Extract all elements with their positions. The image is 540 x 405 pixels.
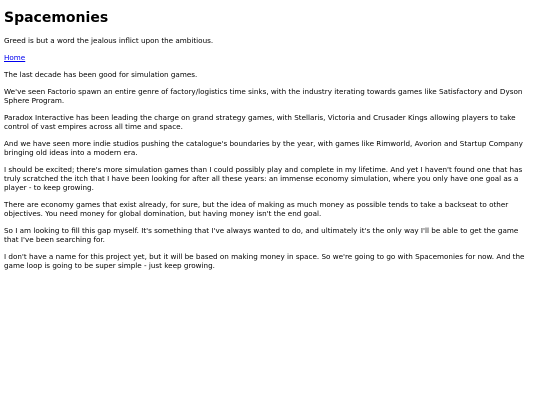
body-paragraph-2: We've seen Factorio spawn an entire genre of factory/logistics time sinks, with the industry iterating towards games like Satisfactory and Dyson Sphere Program. [4,87,523,105]
body-paragraph-5: I should be excited; there's more simulation games than I could possibly play and complete in my lifetime. And yet I haven't found one that has truly scratched the itch that I have been looking for after all these years: an immense economy simulation, where you only have one goal as a player - to keep growing. [4,165,523,192]
body-paragraph-8: I don't have a name for this project yet, but it will be based on making money in space. So we're going to go with Spacemonies for now. And the game loop is going to be super simple - just keep growing. [4,252,525,270]
home-link[interactable]: Home [4,53,26,62]
body-paragraph-1: The last decade has been good for simulation games. [4,70,198,79]
tagline: Greed is but a word the jealous inflict upon the ambitious. [4,36,214,45]
nav-paragraph [4,53,535,62]
body-paragraph-7: So I am looking to fill this gap myself. It's something that I've always wanted to do, and ultimately it's the only way I'll be able to get the game that I've been searching for. [4,226,519,244]
page-title: Spacemonies [4,10,109,26]
body-paragraph-6: There are economy games that exist already, for sure, but the idea of making as much money as possible tends to take a backseat to other objectives. You need money for global domination, but having money isn't the end goal. [4,200,509,218]
body-paragraph-4: And we have seen more indie studios pushing the catalogue's boundaries by the year, with games like Rimworld, Avorion and Startup Company bringing old ideas into a modern era. [4,139,523,157]
body-paragraph-3: Paradox Interactive has been leading the charge on grand strategy games, with Stellaris, Victoria and Crusader Kings allowing players to take control of vast empires across all time and space. [4,113,516,131]
